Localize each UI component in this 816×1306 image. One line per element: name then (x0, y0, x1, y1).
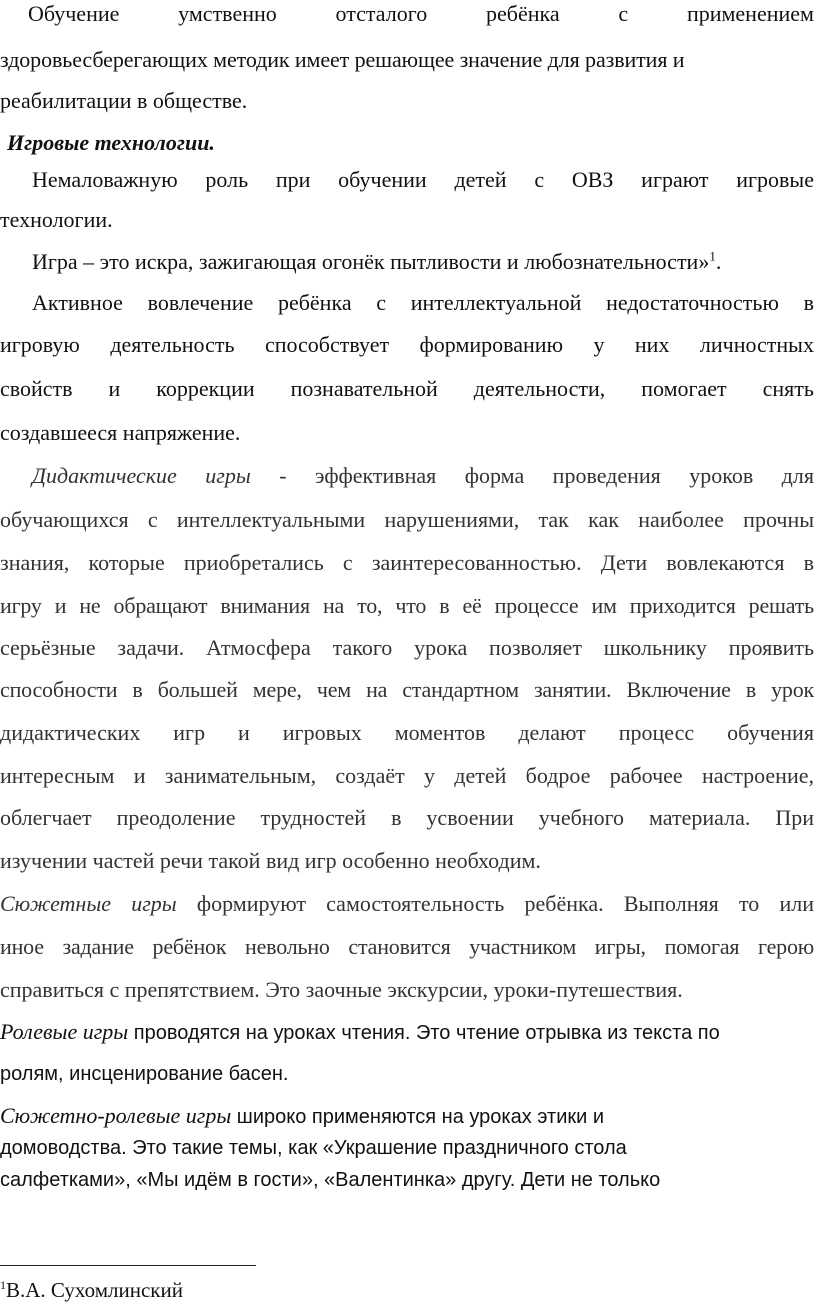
line: Активное вовлечение ребёнка с интеллектуальной недостаточностью в (32, 290, 814, 315)
word: личностных (699, 332, 814, 357)
text: проводятся на уроках чтения. Это чтение отрывка из текста по (128, 1022, 720, 1044)
word: формированию (419, 332, 564, 357)
word: способствует (264, 332, 390, 357)
line: реабилитации в обществе. (0, 88, 248, 113)
word: при (275, 167, 311, 192)
word: дидактических (0, 720, 141, 745)
word: деятельности, (473, 376, 606, 401)
punctuation: . (715, 249, 722, 274)
line: справиться с препятствием. Это заочные экскурсии, уроки-путешествия. (0, 977, 683, 1002)
word: помогает (641, 376, 727, 401)
word: с (534, 167, 545, 192)
line (28, 0, 814, 29)
word: коррекции (156, 376, 255, 401)
line: игру и не обращают внимания на то, что в её процессе им приходится решать (0, 593, 814, 618)
line (32, 461, 814, 491)
word: свойств (0, 376, 73, 401)
word: умственно (178, 1, 277, 26)
line (0, 374, 814, 404)
line (0, 889, 814, 919)
word: ОВЗ (571, 167, 614, 192)
word: Немаловажную (32, 167, 178, 192)
line (0, 330, 814, 360)
text: - эффективная форма проведения уроков для (250, 463, 814, 488)
word: обучения (727, 720, 814, 745)
word: и (108, 376, 121, 401)
word: процесс (618, 720, 695, 745)
text: широко применяются на уроках этики и (231, 1106, 605, 1128)
line: ролям, инсценирование басен. (0, 1063, 289, 1085)
word: детей (454, 167, 507, 192)
word: с (618, 1, 629, 26)
word: роль (205, 167, 249, 192)
quote-text: Игра – это искра, зажигающая огонёк пытливости и любознательности» (32, 249, 710, 274)
line: здоровьесберегающих методик имеет решающее значение для развития и (0, 47, 685, 72)
footnote-reference[interactable]: 1 (709, 248, 716, 264)
line: иное задание ребёнок невольно становится участником игры, помогая герою (0, 934, 814, 959)
line: салфетками», «Мы идём в гости», «Валентинка» другу. Дети не только (0, 1169, 661, 1191)
line: серьёзные задачи. Атмосфера такого урока позволяет школьнику проявить (0, 635, 814, 660)
word: познавательной (290, 376, 438, 401)
line: облегчает преодоление трудностей в усвоении учебного материала. При (0, 805, 814, 830)
term-plot-games: Сюжетные игры (0, 891, 177, 916)
footnote-text: В.А. Сухомлинский (6, 1278, 183, 1302)
word: делают (518, 720, 586, 745)
word: отсталого (335, 1, 428, 26)
word: Обучение (28, 1, 120, 26)
text: формируют самостоятельность ребёнка. Выполняя то или (176, 891, 814, 916)
term-role-games: Ролевые игры (0, 1019, 129, 1044)
word: моментов (394, 720, 486, 745)
word: снять (762, 376, 814, 401)
term-plot-role-games: Сюжетно-ролевые игры (0, 1103, 232, 1128)
line (0, 1017, 814, 1047)
word: них (634, 332, 670, 357)
footnote-mark: 1 (0, 1278, 6, 1292)
line: изучении частей речи такой вид игр особенно необходим. (0, 848, 541, 873)
word: игровые (736, 167, 814, 192)
line: способности в большей мере, чем на стандартном занятии. Включение в урок (0, 677, 814, 702)
word: ребёнка (485, 1, 560, 26)
word: игр (173, 720, 206, 745)
line: домоводства. Это такие темы, как «Украшение праздничного стола (0, 1137, 627, 1159)
line: создавшееся напряжение. (0, 420, 241, 445)
footnote (0, 1276, 183, 1306)
word: применением (686, 1, 814, 26)
line: интересным и занимательным, создаёт у детей бодрое рабочее настроение, (0, 763, 814, 788)
line: обучающихся с интеллектуальными нарушениями, так как наиболее прочны (0, 507, 814, 532)
line (0, 1101, 816, 1131)
word: игровую (0, 332, 80, 357)
line: знания, которые приобретались с заинтересованностью. Дети вовлекаются в (0, 550, 814, 575)
word: обучении (338, 167, 427, 192)
line: технологии. (0, 207, 113, 232)
term-didactic-games: Дидактические игры (32, 463, 251, 488)
word: и (238, 720, 250, 745)
word: играют (641, 167, 709, 192)
section-heading: Игровые технологии. (7, 130, 215, 155)
quote-line (32, 247, 721, 277)
footnote-separator (0, 1265, 256, 1266)
line (32, 165, 814, 195)
word: деятельность (110, 332, 235, 357)
word: игровых (282, 720, 362, 745)
word: у (593, 332, 605, 357)
line (0, 718, 814, 748)
